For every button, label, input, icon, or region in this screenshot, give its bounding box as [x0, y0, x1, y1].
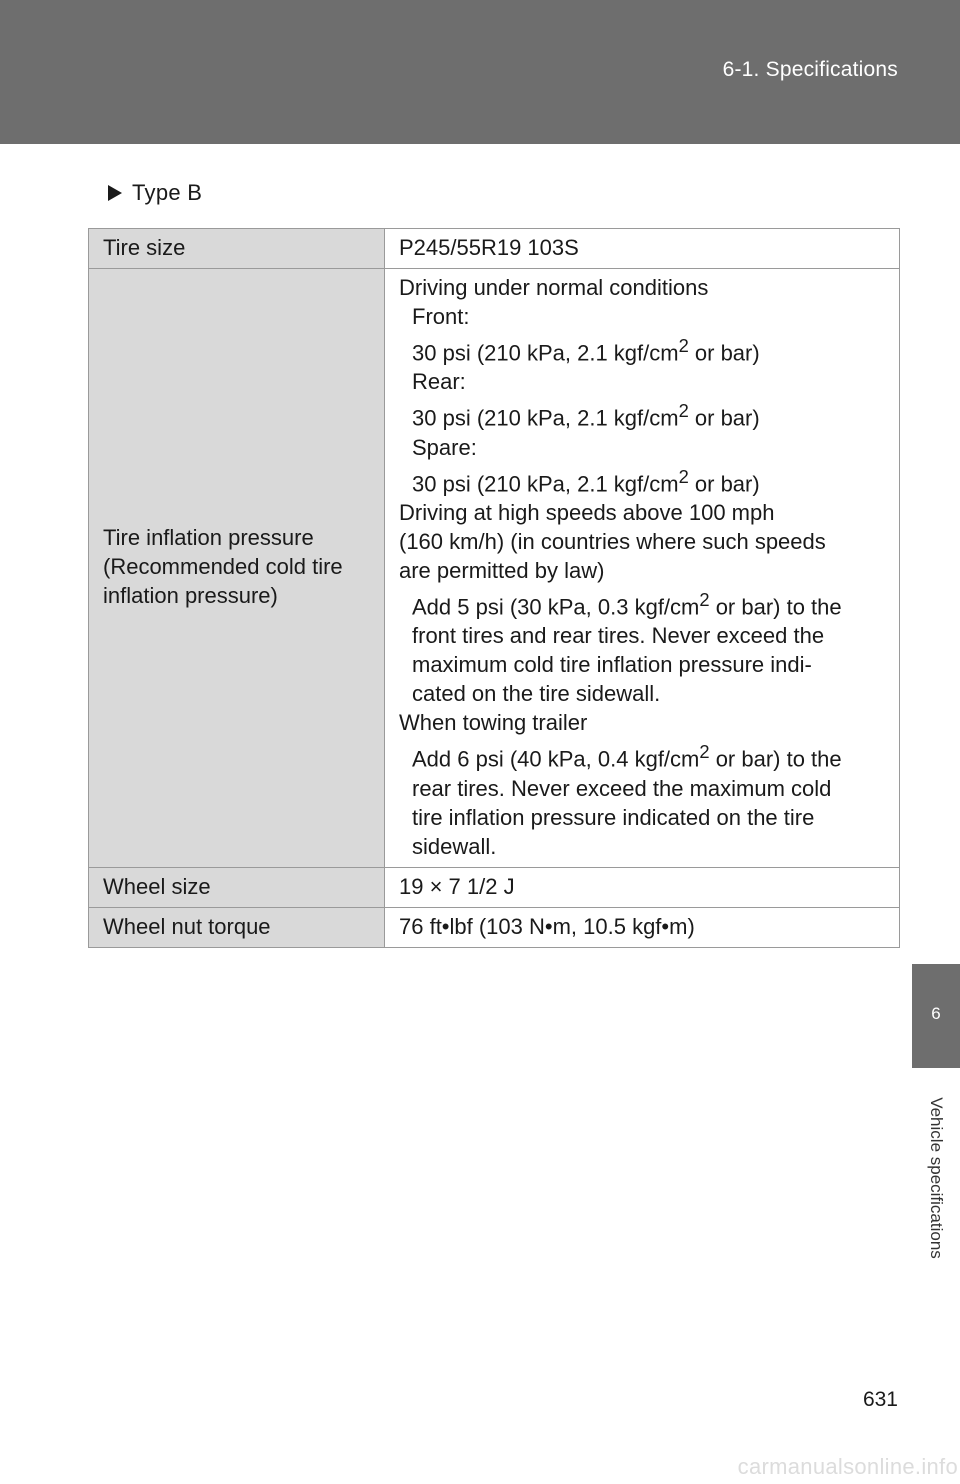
front-pressure: 30 psi (210 kPa, 2.1 kgf/$cm^2$ or bar) [412, 335, 760, 366]
row-value: P245/55R19 103S [385, 229, 900, 269]
page-number: 631 [862, 1388, 898, 1411]
label-line: inflation pressure) [103, 583, 278, 609]
front-label: Front: [412, 304, 470, 329]
page-header [0, 0, 960, 144]
row-value: 76 ft•lbf (103 N•m, 10.5 kgf•m) [385, 907, 900, 947]
highspeed-line: Driving at high speeds above 100 mph [399, 499, 775, 525]
highspeed-note: maximum cold tire inflation pressure indi- [412, 652, 812, 678]
highspeed-line: are permitted by law) [399, 557, 605, 583]
section-title: 6-1. Specifications [722, 58, 898, 81]
towing-heading: When towing trailer [399, 710, 588, 736]
type-heading-text: Type B [132, 180, 203, 205]
rear-label: Rear: [412, 369, 466, 395]
watermark: carmanualsonline.info [737, 1454, 958, 1479]
label-line: Tire inflation pressure [103, 525, 314, 551]
table-row [89, 907, 900, 947]
rear-pressure: 30 psi (210 kPa, 2.1 kgf/$cm^2$ or bar) [412, 400, 760, 431]
highspeed-note: cated on the tire sidewall. [412, 681, 661, 707]
towing-note: sidewall. [412, 833, 497, 859]
row-label: Tire size [89, 229, 385, 269]
towing-note: tire inflation pressure indicated on the tire [412, 804, 815, 830]
spare-pressure: 30 psi (210 kPa, 2.1 kgf/$cm^2$ or bar) [412, 465, 760, 496]
table-row [89, 229, 900, 269]
triangle-bullet-icon [108, 185, 122, 201]
chapter-number: 6 [931, 1004, 941, 1023]
chapter-tab [912, 964, 960, 1068]
towing-note: rear tires. Never exceed the maximum cold [412, 775, 832, 801]
row-label [89, 269, 385, 868]
row-value: 19 × 7 1/2 J [385, 867, 900, 907]
highspeed-add: Add 5 psi (30 kPa, 0.3 kgf/$cm^2$ or bar) to the [412, 588, 842, 620]
chapter-label: Vehicle specifications [927, 1097, 946, 1259]
table-row [89, 269, 900, 868]
label-line: (Recommended cold tire [103, 554, 343, 580]
highspeed-line: (160 km/h) (in countries where such speeds [399, 528, 826, 554]
row-label: Wheel nut torque [89, 907, 385, 947]
normal-heading: Driving under normal conditions [399, 275, 709, 300]
highspeed-note: front tires and rear tires. Never exceed the [412, 623, 825, 649]
type-heading [108, 180, 202, 206]
spec-table [88, 228, 900, 948]
towing-add: Add 6 psi (40 kPa, 0.4 kgf/$cm^2$ or bar) to the [412, 741, 842, 772]
row-value [385, 269, 900, 868]
row-label: Wheel size [89, 867, 385, 907]
table-row [89, 867, 900, 907]
spare-label: Spare: [412, 434, 477, 460]
